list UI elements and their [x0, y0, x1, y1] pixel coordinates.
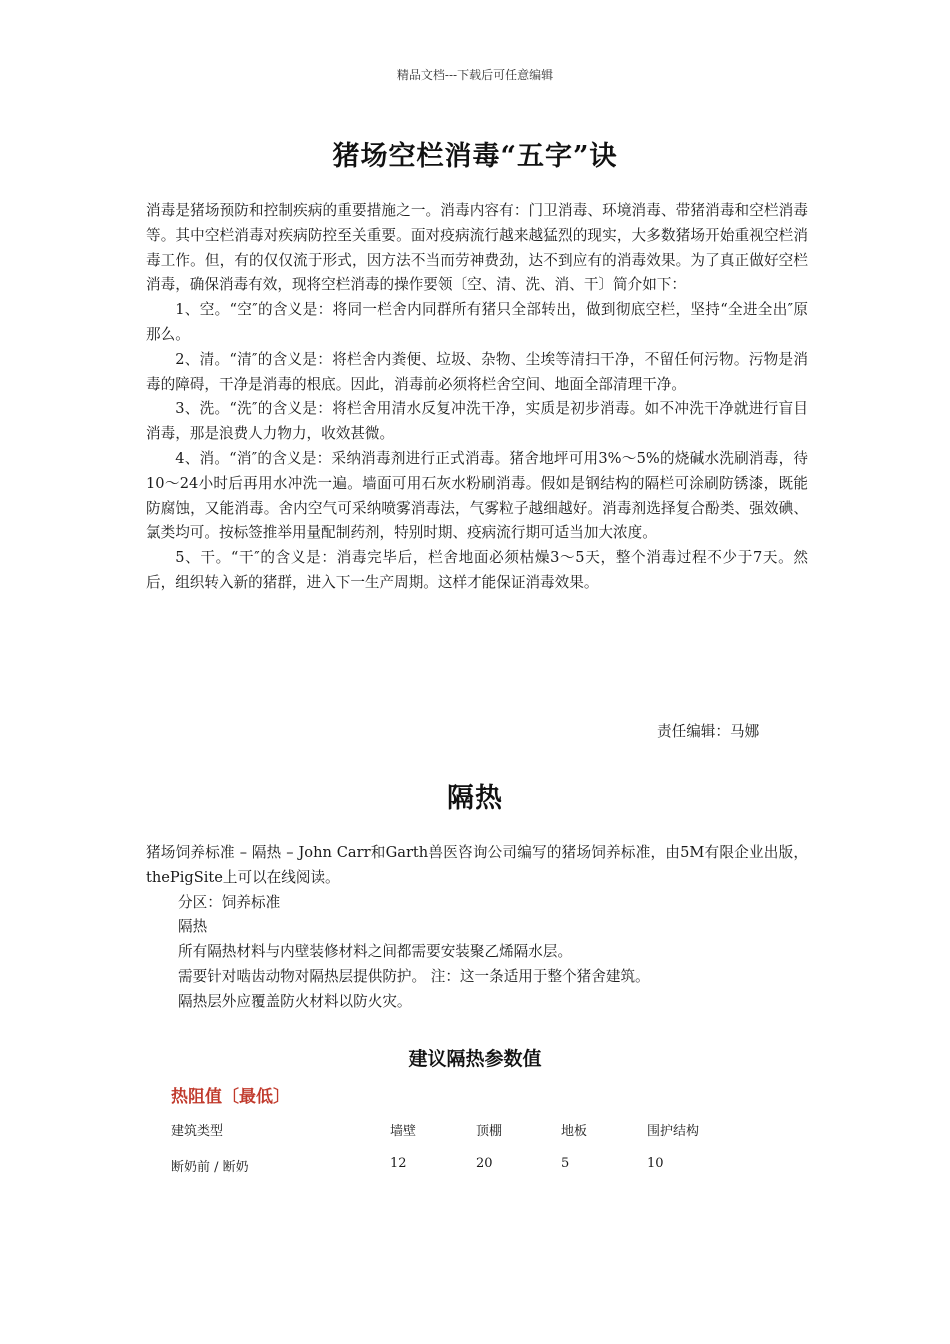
list-item: 3、洗。“洗″的含义是：将栏舍用清水反复冲洗干净，实质是初步消毒。如不冲洗干净就进行盲目消毒，那是浪费人力物力，收效甚微。	[146, 400, 808, 443]
article-title-disinfection: 猪场空栏消毒“五字”诀	[332, 141, 618, 172]
article-body-insulation	[146, 841, 808, 1015]
editor-credit: 责任编辑：马娜	[657, 723, 760, 740]
table-header-row	[171, 1120, 731, 1142]
table-cell: 断奶前 / 断奶	[171, 1160, 249, 1175]
list-item: 5、干。“干″的含义是：消毒完毕后，栏舍地面必须枯燥3～5天，整个消毒过程不少于7天。然后，组织转入新的猪群，进入下一生产周期。这样才能保证消毒效果。	[146, 549, 808, 591]
table-header-cell: 墙壁	[390, 1124, 417, 1139]
list-item: 1、空。“空″的含义是：将同一栏舍内同群所有猪只全部转出，做到彻底空栏，坚持“全进全出″原那么。	[146, 301, 808, 343]
section-subtitle: 建议隔热参数值	[408, 1048, 542, 1070]
table-cell: 12	[390, 1156, 407, 1171]
table-row	[171, 1156, 731, 1178]
text-line: 所有隔热材料与内壁装修材料之间都需要安装聚乙烯隔水层。	[178, 943, 573, 961]
table-cell: 20	[476, 1156, 493, 1171]
table-header-cell: 围护结构	[647, 1124, 700, 1139]
list-item: 4、消。“消″的含义是：采纳消毒剂进行正式消毒。猪舍地坪可用3%～5%的烧碱水洗刷消毒，待10～24小时后再用水冲洗一遍。墙面可用石灰水粉刷消毒。假如是钢结构的隔栏可涂刷防锈漆，既能防腐蚀，又能消毒。舍内空气可采纳喷雾消毒法，气雾粒子越细越好。消毒剂选择复合酚类、强效碘、氯类均可。按标签推举用量配制药剂，特别时期、疫病流行期可适当加大浓度。	[146, 449, 808, 542]
list-item: 2、清。“清″的含义是：将栏舍内粪便、垃圾、杂物、尘埃等清扫干净，不留任何污物。污物是消毒的障碍，干净是消毒的根底。因此，消毒前必须将栏舍空间、地面全部清理干净。	[146, 350, 808, 393]
table-cell: 10	[647, 1156, 664, 1171]
intro-paragraph: 猪场饲养标准 – 隔热 – John Carr和Garth兽医咨询公司编写的猪场饲养标准，由5M有限企业出版，thePigSite上可以在线阅读。	[146, 844, 808, 886]
article-title-insulation: 隔热	[447, 783, 503, 814]
table-header-cell: 顶棚	[476, 1124, 503, 1139]
article-body-disinfection	[146, 199, 808, 596]
table-header-cell: 建筑类型	[171, 1124, 224, 1139]
text-line: 需要针对啮齿动物对隔热层提供防护。 注：这一条适用于整个猪舍建筑。	[178, 967, 650, 985]
text-line: 隔热	[178, 918, 208, 936]
insulation-table	[171, 1120, 731, 1178]
table-cell: 5	[561, 1156, 570, 1171]
intro-paragraph: 消毒是猪场预防和控制疾病的重要措施之一。消毒内容有：门卫消毒、环境消毒、带猪消毒和空栏消毒等。其中空栏消毒对疾病防控至关重要。面对疫病流行越来越猛烈的现实，大多数猪场开始重视空栏消毒工作。但，有的仅仅流于形式，因方法不当而劳神费劲，达不到应有的消毒效果。为了真正做好空栏消毒，确保消毒有效，现将空栏消毒的操作要领〔空、清、洗、消、干〕简介如下：	[146, 202, 808, 294]
text-line: 分区：饲养标准	[178, 893, 281, 911]
text-line: 隔热层外应覆盖防火材料以防火灾。	[178, 992, 412, 1010]
table-header-cell: 地板	[561, 1124, 588, 1139]
thermal-resistance-heading: 热阻值〔最低〕	[171, 1087, 290, 1107]
header-note: 精品文档---下载后可任意编辑	[396, 68, 554, 82]
